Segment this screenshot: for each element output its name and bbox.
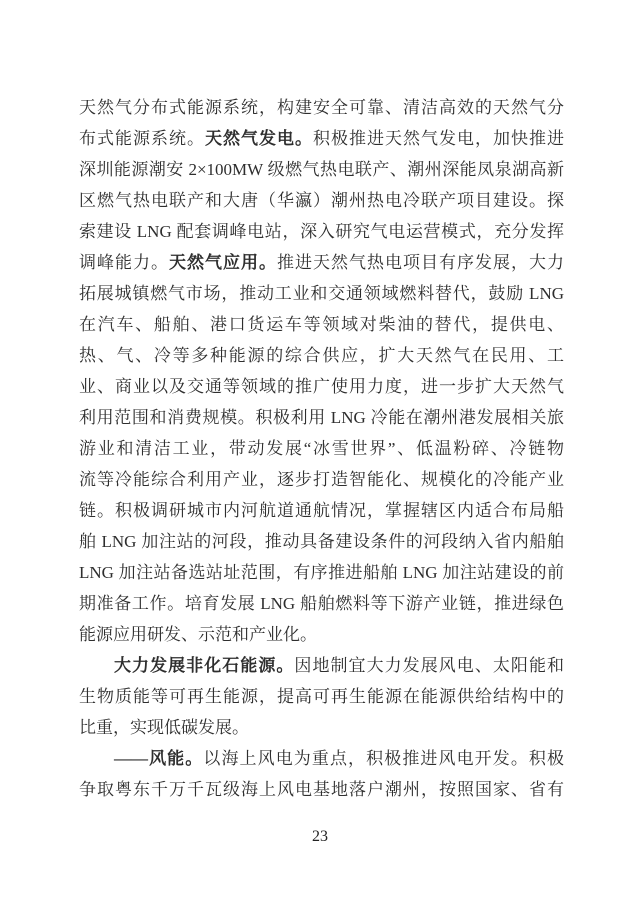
text-line bbox=[79, 650, 564, 681]
text-line bbox=[79, 619, 564, 650]
text-segment: 拓展城镇燃气市场，推动工业和交通领域燃料替代，鼓励 LNG bbox=[79, 284, 564, 303]
text-line bbox=[79, 123, 564, 154]
text-segment: 舶 LNG 加注站的河段，推动具备建设条件的河段纳入省内船舶 bbox=[79, 532, 564, 551]
text-line bbox=[79, 433, 564, 464]
text-segment: 利用范围和消费规模。积极利用 LNG 冷能在潮州港发展相关旅 bbox=[79, 408, 564, 427]
text-segment: 在汽车、船舶、港口货运车等领域对柴油的替代，提供电、 bbox=[79, 315, 564, 334]
text-segment: 生物质能等可再生能源，提高可再生能源在能源供给结构中的 bbox=[79, 687, 564, 706]
text-segment: 因地制宜大力发展风电、太阳能和 bbox=[294, 656, 564, 675]
text-line bbox=[79, 340, 564, 371]
text-line bbox=[79, 92, 564, 123]
text-line bbox=[79, 185, 564, 216]
text-segment: 业、商业以及交通等领域的推广使用力度，进一步扩大天然气 bbox=[79, 377, 564, 396]
text-line bbox=[79, 278, 564, 309]
text-segment: 比重，实现低碳发展。 bbox=[79, 718, 249, 737]
text-line bbox=[79, 588, 564, 619]
bold-heading-segment: 天然气发电。 bbox=[205, 129, 313, 148]
text-segment: 天然气分布式能源系统，构建安全可靠、清洁高效的天然气分 bbox=[79, 98, 564, 117]
text-line bbox=[79, 216, 564, 247]
bold-heading-segment: 天然气应用。 bbox=[169, 253, 277, 272]
text-segment: 调峰能力。 bbox=[79, 253, 169, 272]
bold-heading-segment: ——风能。 bbox=[114, 749, 204, 768]
text-segment: 积极推进天然气发电，加快推进 bbox=[313, 129, 564, 148]
text-line bbox=[79, 774, 564, 805]
text-segment: 期准备工作。培育发展 LNG 船舶燃料等下游产业链，推进绿色 bbox=[79, 594, 564, 613]
text-segment: 布式能源系统。 bbox=[79, 129, 205, 148]
text-segment: 流等冷能综合利用产业，逐步打造智能化、规模化的冷能产业 bbox=[79, 470, 564, 489]
text-segment: 游业和清洁工业，带动发展“冰雪世界”、低温粉碎、冷链物 bbox=[79, 439, 564, 458]
text-segment: 区燃气热电联产和大唐（华瀛）潮州热电冷联产项目建设。探 bbox=[79, 191, 564, 210]
text-segment: 争取粤东千万千瓦级海上风电基地落户潮州，按照国家、省有 bbox=[79, 780, 564, 799]
text-segment: 热、气、冷等多种能源的综合供应，扩大天然气在民用、工 bbox=[79, 346, 564, 365]
text-segment: 能源应用研发、示范和产业化。 bbox=[79, 625, 317, 644]
text-line bbox=[79, 495, 564, 526]
bold-heading-segment: 大力发展非化石能源。 bbox=[114, 656, 295, 675]
text-line bbox=[79, 681, 564, 712]
text-segment: 深圳能源潮安 2×100MW 级燃气热电联产、潮州深能凤泉湖高新 bbox=[79, 160, 564, 179]
text-line bbox=[79, 309, 564, 340]
text-line bbox=[79, 371, 564, 402]
text-segment: 链。积极调研城市内河航道通航情况，掌握辖区内适合布局船 bbox=[79, 501, 564, 520]
text-line bbox=[79, 557, 564, 588]
text-line bbox=[79, 743, 564, 774]
text-line bbox=[79, 526, 564, 557]
text-line bbox=[79, 154, 564, 185]
document-text bbox=[79, 92, 564, 805]
text-line bbox=[79, 247, 564, 278]
text-segment: 索建设 LNG 配套调峰电站，深入研究气电运营模式，充分发挥 bbox=[79, 222, 564, 241]
text-line bbox=[79, 464, 564, 495]
text-segment: 以海上风电为重点，积极推进风电开发。积极 bbox=[203, 749, 564, 768]
text-line bbox=[79, 712, 564, 743]
text-line bbox=[79, 402, 564, 433]
page-number: 23 bbox=[312, 828, 328, 845]
text-segment: 推进天然气热电项目有序发展，大力 bbox=[277, 253, 564, 272]
text-segment: LNG 加注站备选站址范围，有序推进船舶 LNG 加注站建设的前 bbox=[79, 563, 564, 582]
